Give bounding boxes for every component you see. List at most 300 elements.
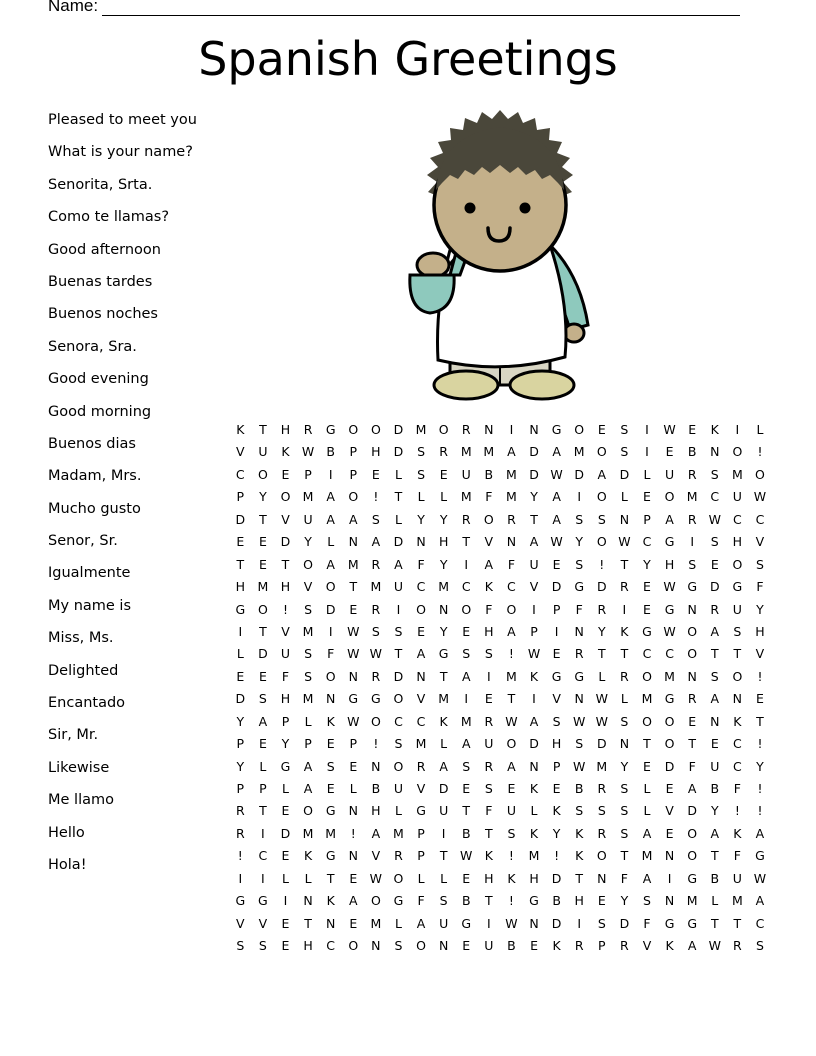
grid-cell[interactable]: N bbox=[484, 422, 494, 437]
grid-cell[interactable]: L bbox=[259, 758, 267, 774]
grid-cell[interactable]: A bbox=[529, 713, 539, 729]
grid-cell[interactable]: U bbox=[393, 579, 404, 595]
grid-cell[interactable]: I bbox=[441, 825, 446, 841]
grid-cell[interactable]: D bbox=[574, 466, 585, 482]
grid-cell[interactable]: ! bbox=[508, 646, 514, 662]
grid-cell[interactable]: S bbox=[462, 758, 471, 774]
grid-cell[interactable]: R bbox=[484, 758, 494, 774]
grid-cell[interactable]: F bbox=[688, 758, 696, 774]
grid-cell[interactable]: D bbox=[664, 758, 675, 774]
grid-cell[interactable]: L bbox=[394, 466, 402, 482]
grid-cell[interactable]: E bbox=[417, 623, 425, 639]
grid-cell[interactable]: O bbox=[393, 758, 404, 774]
grid-cell[interactable]: C bbox=[507, 579, 516, 595]
grid-cell[interactable]: E bbox=[326, 781, 335, 796]
grid-cell[interactable]: L bbox=[643, 803, 651, 819]
grid-cell[interactable]: P bbox=[349, 466, 358, 482]
grid-cell[interactable]: Y bbox=[530, 489, 538, 505]
grid-cell[interactable]: S bbox=[733, 623, 742, 639]
grid-cell[interactable]: T bbox=[643, 736, 651, 752]
grid-cell[interactable]: T bbox=[620, 848, 629, 864]
grid-cell[interactable]: D bbox=[596, 736, 607, 752]
grid-cell[interactable]: T bbox=[462, 803, 471, 819]
grid-cell[interactable]: E bbox=[349, 870, 358, 886]
grid-cell[interactable]: T bbox=[507, 691, 516, 707]
grid-cell[interactable]: D bbox=[280, 825, 291, 841]
grid-cell[interactable]: P bbox=[304, 736, 312, 752]
grid-cell[interactable]: A bbox=[687, 781, 697, 796]
grid-cell[interactable]: H bbox=[484, 623, 494, 639]
grid-cell[interactable]: T bbox=[575, 870, 584, 886]
grid-cell[interactable]: F bbox=[620, 870, 628, 886]
grid-cell[interactable]: C bbox=[732, 511, 742, 527]
grid-cell[interactable]: G bbox=[348, 691, 359, 707]
grid-cell[interactable]: D bbox=[393, 668, 404, 684]
grid-cell[interactable]: R bbox=[439, 444, 448, 460]
grid-cell[interactable]: S bbox=[575, 736, 584, 752]
grid-cell[interactable]: A bbox=[755, 893, 765, 909]
grid-cell[interactable]: S bbox=[304, 601, 313, 617]
grid-cell[interactable]: S bbox=[575, 511, 584, 527]
grid-cell[interactable]: N bbox=[664, 893, 675, 909]
grid-cell[interactable]: U bbox=[461, 466, 471, 482]
grid-cell[interactable]: H bbox=[529, 870, 539, 886]
grid-cell[interactable]: A bbox=[507, 444, 516, 460]
grid-cell[interactable]: W bbox=[573, 758, 586, 774]
grid-cell[interactable]: C bbox=[755, 915, 765, 931]
grid-cell[interactable]: T bbox=[259, 422, 267, 437]
grid-cell[interactable]: M bbox=[731, 466, 743, 482]
grid-cell[interactable]: P bbox=[530, 623, 538, 639]
grid-cell[interactable]: H bbox=[371, 444, 381, 460]
grid-cell[interactable]: T bbox=[710, 915, 719, 931]
grid-cell[interactable]: N bbox=[506, 534, 517, 550]
grid-cell[interactable]: D bbox=[393, 444, 404, 460]
grid-cell[interactable]: M bbox=[528, 848, 540, 864]
grid-cell[interactable]: A bbox=[710, 825, 720, 841]
grid-cell[interactable]: W bbox=[663, 579, 676, 595]
grid-cell[interactable]: W bbox=[347, 646, 360, 662]
grid-cell[interactable]: E bbox=[688, 713, 697, 729]
grid-cell[interactable]: G bbox=[551, 422, 562, 437]
grid-cell[interactable]: S bbox=[484, 781, 493, 796]
grid-cell[interactable]: C bbox=[235, 466, 245, 482]
grid-cell[interactable]: G bbox=[235, 893, 246, 909]
grid-cell[interactable]: G bbox=[393, 893, 404, 909]
grid-cell[interactable]: E bbox=[349, 915, 358, 931]
grid-cell[interactable]: S bbox=[326, 758, 335, 774]
grid-cell[interactable]: M bbox=[257, 579, 269, 595]
grid-cell[interactable]: F bbox=[507, 556, 516, 572]
grid-cell[interactable]: G bbox=[664, 691, 675, 707]
grid-cell[interactable]: F bbox=[733, 781, 741, 796]
grid-cell[interactable]: S bbox=[258, 938, 267, 954]
grid-cell[interactable]: M bbox=[506, 668, 517, 684]
grid-cell[interactable]: M bbox=[302, 825, 314, 841]
grid-cell[interactable]: M bbox=[347, 556, 359, 572]
grid-cell[interactable]: N bbox=[732, 691, 743, 707]
grid-cell[interactable]: R bbox=[620, 579, 629, 595]
grid-cell[interactable]: E bbox=[281, 466, 290, 482]
grid-cell[interactable]: L bbox=[440, 489, 448, 505]
grid-cell[interactable]: U bbox=[280, 646, 291, 662]
grid-cell[interactable]: L bbox=[304, 713, 312, 729]
grid-cell[interactable]: U bbox=[732, 601, 742, 617]
grid-cell[interactable]: E bbox=[281, 848, 290, 864]
grid-cell[interactable]: F bbox=[417, 893, 425, 909]
grid-cell[interactable]: P bbox=[236, 781, 245, 796]
grid-cell[interactable]: E bbox=[281, 938, 290, 954]
grid-cell[interactable]: M bbox=[506, 489, 517, 505]
grid-cell[interactable]: P bbox=[304, 466, 312, 482]
grid-cell[interactable]: R bbox=[687, 511, 697, 527]
grid-cell[interactable]: M bbox=[415, 422, 427, 437]
grid-cell[interactable]: O bbox=[348, 422, 359, 437]
grid-cell[interactable]: Y bbox=[643, 556, 651, 572]
grid-cell[interactable]: A bbox=[394, 556, 403, 572]
grid-cell[interactable]: A bbox=[303, 781, 313, 796]
grid-cell[interactable]: P bbox=[259, 781, 267, 796]
grid-cell[interactable]: R bbox=[574, 646, 584, 662]
grid-cell[interactable]: T bbox=[259, 803, 267, 819]
grid-cell[interactable]: W bbox=[347, 713, 360, 729]
grid-cell[interactable]: P bbox=[598, 938, 606, 954]
grid-cell[interactable]: E bbox=[597, 893, 606, 909]
grid-cell[interactable]: I bbox=[554, 623, 559, 639]
grid-cell[interactable]: S bbox=[394, 623, 403, 639]
grid-cell[interactable]: L bbox=[643, 466, 651, 482]
grid-cell[interactable]: H bbox=[235, 579, 245, 595]
grid-cell[interactable]: G bbox=[664, 915, 675, 931]
grid-cell[interactable]: M bbox=[641, 691, 653, 707]
grid-cell[interactable]: F bbox=[485, 601, 493, 617]
grid-cell[interactable]: C bbox=[642, 534, 652, 550]
grid-cell[interactable]: ! bbox=[282, 601, 288, 617]
grid-cell[interactable]: P bbox=[236, 489, 245, 505]
grid-cell[interactable]: L bbox=[394, 511, 402, 527]
grid-cell[interactable]: S bbox=[484, 646, 493, 662]
grid-cell[interactable]: I bbox=[464, 556, 469, 572]
grid-cell[interactable]: R bbox=[620, 938, 629, 954]
grid-cell[interactable]: S bbox=[439, 893, 448, 909]
grid-cell[interactable]: R bbox=[416, 758, 426, 774]
grid-cell[interactable]: U bbox=[506, 803, 516, 819]
grid-cell[interactable]: V bbox=[371, 848, 381, 864]
grid-cell[interactable]: O bbox=[596, 848, 607, 864]
grid-cell[interactable]: A bbox=[710, 623, 720, 639]
grid-cell[interactable]: S bbox=[620, 713, 629, 729]
grid-cell[interactable]: O bbox=[732, 556, 743, 572]
grid-cell[interactable]: N bbox=[574, 691, 584, 707]
grid-cell[interactable]: U bbox=[303, 511, 313, 527]
grid-cell[interactable]: ! bbox=[508, 848, 514, 864]
grid-cell[interactable]: N bbox=[438, 601, 449, 617]
grid-cell[interactable]: K bbox=[665, 938, 674, 954]
grid-cell[interactable]: D bbox=[619, 915, 630, 931]
grid-cell[interactable]: S bbox=[755, 556, 764, 572]
grid-cell[interactable]: O bbox=[687, 825, 698, 841]
grid-cell[interactable]: E bbox=[281, 915, 290, 931]
grid-cell[interactable]: R bbox=[484, 713, 494, 729]
grid-cell[interactable]: B bbox=[371, 781, 381, 796]
grid-cell[interactable]: C bbox=[710, 489, 720, 505]
grid-cell[interactable]: K bbox=[529, 668, 539, 684]
grid-cell[interactable]: G bbox=[687, 870, 698, 886]
grid-cell[interactable]: U bbox=[439, 915, 449, 931]
grid-cell[interactable]: K bbox=[439, 713, 448, 729]
grid-cell[interactable]: K bbox=[575, 825, 584, 841]
grid-cell[interactable]: T bbox=[326, 870, 335, 886]
grid-cell[interactable]: E bbox=[439, 466, 448, 482]
grid-cell[interactable]: W bbox=[550, 534, 563, 550]
grid-cell[interactable]: R bbox=[597, 781, 607, 796]
grid-cell[interactable]: O bbox=[732, 668, 743, 684]
grid-cell[interactable]: F bbox=[733, 848, 741, 864]
grid-cell[interactable]: ! bbox=[757, 444, 763, 460]
grid-cell[interactable]: O bbox=[370, 422, 381, 437]
grid-cell[interactable]: E bbox=[710, 556, 719, 572]
grid-cell[interactable]: O bbox=[280, 489, 291, 505]
grid-cell[interactable]: R bbox=[235, 803, 245, 819]
grid-cell[interactable]: A bbox=[552, 444, 561, 460]
grid-cell[interactable]: N bbox=[619, 736, 630, 752]
grid-cell[interactable]: G bbox=[551, 668, 562, 684]
grid-cell[interactable]: E bbox=[552, 556, 561, 572]
grid-cell[interactable]: G bbox=[664, 534, 675, 550]
grid-cell[interactable]: D bbox=[529, 466, 539, 482]
grid-cell[interactable]: L bbox=[282, 870, 289, 886]
grid-cell[interactable]: R bbox=[687, 691, 697, 707]
grid-cell[interactable]: S bbox=[236, 938, 245, 954]
grid-cell[interactable]: A bbox=[348, 511, 358, 527]
grid-cell[interactable]: E bbox=[643, 489, 651, 505]
grid-cell[interactable]: S bbox=[643, 893, 651, 909]
grid-cell[interactable]: H bbox=[732, 534, 743, 550]
grid-cell[interactable]: P bbox=[643, 511, 651, 527]
grid-cell[interactable]: D bbox=[687, 803, 697, 819]
grid-cell[interactable]: I bbox=[532, 601, 536, 617]
grid-cell[interactable]: I bbox=[645, 422, 649, 437]
grid-cell[interactable]: K bbox=[303, 848, 313, 864]
grid-cell[interactable]: Y bbox=[417, 511, 425, 527]
grid-cell[interactable]: N bbox=[371, 758, 381, 774]
grid-cell[interactable]: O bbox=[664, 713, 675, 729]
grid-cell[interactable]: P bbox=[417, 825, 425, 841]
grid-cell[interactable]: I bbox=[735, 422, 740, 437]
grid-cell[interactable]: K bbox=[552, 938, 561, 954]
grid-cell[interactable]: N bbox=[687, 668, 697, 684]
grid-cell[interactable]: T bbox=[530, 511, 538, 527]
grid-cell[interactable]: G bbox=[687, 579, 698, 595]
grid-cell[interactable]: ! bbox=[373, 736, 379, 752]
grid-cell[interactable]: H bbox=[574, 893, 584, 909]
grid-cell[interactable]: E bbox=[507, 781, 516, 796]
grid-cell[interactable]: V bbox=[552, 691, 561, 707]
grid-cell[interactable]: U bbox=[665, 466, 675, 482]
grid-cell[interactable]: L bbox=[598, 668, 606, 684]
grid-cell[interactable]: L bbox=[756, 422, 764, 437]
grid-cell[interactable]: G bbox=[574, 579, 585, 595]
grid-cell[interactable]: O bbox=[348, 938, 359, 954]
grid-cell[interactable]: M bbox=[302, 691, 314, 707]
grid-cell[interactable]: T bbox=[394, 646, 403, 662]
grid-cell[interactable]: A bbox=[665, 511, 674, 527]
grid-cell[interactable]: W bbox=[347, 623, 360, 639]
grid-cell[interactable]: R bbox=[461, 511, 471, 527]
grid-cell[interactable]: A bbox=[552, 489, 561, 505]
grid-cell[interactable]: O bbox=[303, 556, 313, 572]
grid-cell[interactable]: R bbox=[394, 848, 403, 864]
grid-cell[interactable]: O bbox=[461, 601, 472, 617]
grid-cell[interactable]: O bbox=[393, 691, 404, 707]
grid-cell[interactable]: O bbox=[483, 511, 494, 527]
grid-cell[interactable]: O bbox=[506, 736, 517, 752]
grid-cell[interactable]: D bbox=[619, 466, 630, 482]
grid-cell[interactable]: Y bbox=[236, 758, 245, 774]
grid-cell[interactable]: S bbox=[620, 803, 629, 819]
grid-cell[interactable]: G bbox=[371, 691, 381, 707]
grid-cell[interactable]: Y bbox=[620, 758, 629, 774]
grid-cell[interactable]: W bbox=[663, 623, 676, 639]
grid-cell[interactable]: D bbox=[258, 646, 268, 662]
grid-cell[interactable]: E bbox=[665, 781, 674, 796]
grid-cell[interactable]: G bbox=[438, 646, 449, 662]
grid-cell[interactable]: A bbox=[326, 556, 335, 572]
grid-cell[interactable]: F bbox=[281, 668, 290, 684]
grid-cell[interactable]: C bbox=[416, 579, 426, 595]
grid-cell[interactable]: L bbox=[282, 781, 289, 796]
grid-cell[interactable]: M bbox=[596, 758, 608, 774]
grid-cell[interactable]: N bbox=[664, 848, 675, 864]
grid-cell[interactable]: O bbox=[257, 466, 268, 482]
grid-cell[interactable]: A bbox=[326, 489, 335, 505]
grid-cell[interactable]: W bbox=[505, 713, 518, 729]
grid-cell[interactable]: M bbox=[325, 825, 337, 841]
grid-cell[interactable]: D bbox=[280, 534, 291, 550]
grid-cell[interactable]: N bbox=[574, 623, 584, 639]
grid-cell[interactable]: A bbox=[529, 534, 539, 550]
grid-cell[interactable]: G bbox=[416, 803, 426, 819]
grid-cell[interactable]: M bbox=[686, 893, 698, 909]
grid-cell[interactable]: A bbox=[461, 668, 471, 684]
grid-cell[interactable]: ! bbox=[237, 848, 243, 864]
grid-cell[interactable]: G bbox=[529, 893, 539, 909]
grid-cell[interactable]: I bbox=[509, 422, 514, 437]
grid-cell[interactable]: K bbox=[529, 825, 539, 841]
grid-cell[interactable]: D bbox=[325, 601, 336, 617]
grid-cell[interactable]: I bbox=[622, 601, 627, 617]
grid-cell[interactable]: K bbox=[552, 803, 561, 819]
grid-cell[interactable]: V bbox=[484, 534, 494, 550]
grid-cell[interactable]: O bbox=[325, 668, 336, 684]
grid-cell[interactable]: B bbox=[507, 938, 516, 954]
grid-cell[interactable]: R bbox=[687, 466, 697, 482]
grid-cell[interactable]: K bbox=[710, 422, 719, 437]
grid-cell[interactable]: I bbox=[577, 915, 582, 931]
grid-cell[interactable]: E bbox=[258, 556, 267, 572]
grid-cell[interactable]: E bbox=[462, 781, 471, 796]
grid-cell[interactable]: C bbox=[642, 646, 652, 662]
grid-cell[interactable]: O bbox=[596, 534, 607, 550]
grid-cell[interactable]: S bbox=[597, 915, 606, 931]
grid-cell[interactable]: O bbox=[574, 422, 585, 437]
grid-cell[interactable]: T bbox=[733, 646, 742, 662]
grid-cell[interactable]: M bbox=[573, 444, 585, 460]
grid-cell[interactable]: S bbox=[417, 466, 426, 482]
grid-cell[interactable]: R bbox=[733, 938, 742, 954]
grid-cell[interactable]: R bbox=[597, 825, 607, 841]
grid-cell[interactable]: A bbox=[416, 915, 426, 931]
grid-cell[interactable]: I bbox=[261, 825, 265, 841]
grid-cell[interactable]: M bbox=[483, 444, 495, 460]
grid-cell[interactable]: S bbox=[710, 668, 719, 684]
grid-cell[interactable]: S bbox=[575, 803, 584, 819]
grid-cell[interactable]: N bbox=[416, 668, 426, 684]
grid-cell[interactable]: A bbox=[416, 646, 426, 662]
grid-cell[interactable]: M bbox=[415, 736, 427, 752]
grid-cell[interactable]: E bbox=[688, 422, 697, 437]
grid-cell[interactable]: B bbox=[484, 466, 494, 482]
grid-cell[interactable]: U bbox=[529, 556, 539, 572]
grid-cell[interactable]: Y bbox=[236, 713, 245, 729]
grid-cell[interactable]: V bbox=[529, 579, 539, 595]
grid-cell[interactable]: K bbox=[507, 870, 516, 886]
grid-cell[interactable]: N bbox=[325, 691, 336, 707]
grid-cell[interactable]: O bbox=[664, 489, 675, 505]
grid-cell[interactable]: ! bbox=[508, 893, 514, 909]
grid-cell[interactable]: S bbox=[552, 713, 561, 729]
grid-cell[interactable]: O bbox=[257, 601, 268, 617]
grid-cell[interactable]: W bbox=[708, 511, 721, 527]
grid-cell[interactable]: M bbox=[460, 444, 472, 460]
grid-cell[interactable]: E bbox=[643, 579, 651, 595]
grid-cell[interactable]: S bbox=[620, 422, 629, 437]
grid-cell[interactable]: E bbox=[326, 736, 335, 752]
grid-cell[interactable]: O bbox=[438, 422, 449, 437]
grid-cell[interactable]: S bbox=[394, 736, 403, 752]
grid-cell[interactable]: H bbox=[664, 556, 675, 572]
grid-cell[interactable]: I bbox=[238, 623, 243, 639]
grid-cell[interactable]: S bbox=[620, 825, 629, 841]
grid-cell[interactable]: O bbox=[687, 623, 698, 639]
grid-cell[interactable]: V bbox=[281, 511, 290, 527]
grid-cell[interactable]: I bbox=[261, 870, 265, 886]
grid-cell[interactable]: O bbox=[416, 601, 426, 617]
grid-cell[interactable]: L bbox=[304, 870, 312, 886]
grid-cell[interactable]: W bbox=[708, 938, 721, 954]
grid-cell[interactable]: G bbox=[325, 803, 336, 819]
grid-cell[interactable]: T bbox=[710, 646, 719, 662]
grid-cell[interactable]: D bbox=[393, 422, 404, 437]
grid-cell[interactable]: N bbox=[348, 534, 358, 550]
grid-cell[interactable]: W bbox=[550, 466, 563, 482]
grid-cell[interactable]: A bbox=[371, 825, 381, 841]
grid-cell[interactable]: O bbox=[416, 938, 426, 954]
grid-cell[interactable]: C bbox=[416, 713, 426, 729]
grid-cell[interactable]: W bbox=[595, 691, 608, 707]
grid-cell[interactable]: E bbox=[281, 803, 290, 819]
grid-cell[interactable]: A bbox=[642, 870, 652, 886]
grid-cell[interactable]: D bbox=[393, 534, 404, 550]
grid-cell[interactable]: T bbox=[620, 646, 629, 662]
grid-cell[interactable]: M bbox=[370, 579, 382, 595]
grid-cell[interactable]: D bbox=[551, 915, 562, 931]
grid-cell[interactable]: P bbox=[236, 736, 245, 752]
grid-cell[interactable]: ! bbox=[373, 489, 379, 505]
grid-cell[interactable]: B bbox=[461, 893, 471, 909]
grid-cell[interactable]: R bbox=[235, 825, 245, 841]
grid-cell[interactable]: K bbox=[484, 848, 493, 864]
